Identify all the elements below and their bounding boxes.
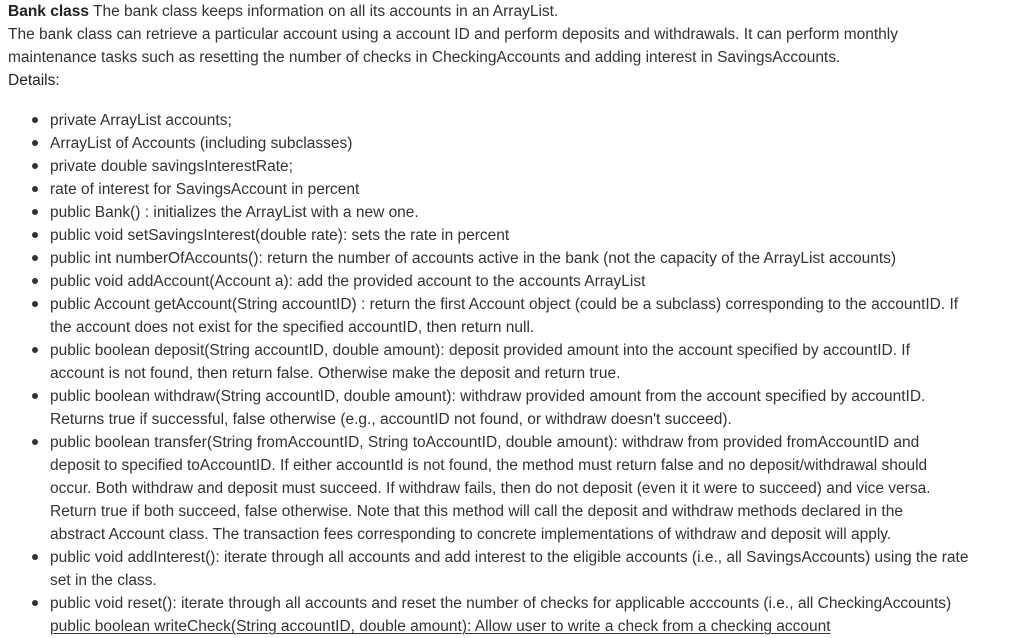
list-item (50, 132, 1020, 155)
list-item-text: set in the class. (50, 572, 157, 589)
document-body (8, 0, 1020, 638)
list-item-text: public boolean deposit(String accountID, double amount): deposit provided amount into the account specified by accountID. If (50, 342, 910, 359)
list-item-text: private double savingsInterestRate; (50, 158, 293, 175)
list-item-text: public void reset(): iterate through all accounts and reset the number of checks for applicable acccounts (i.e., all CheckingAccounts) (50, 595, 952, 612)
class-summary: The bank class keeps information on all its accounts in an ArrayList. (89, 3, 559, 20)
details-list (8, 109, 1020, 615)
class-title: Bank class (8, 3, 89, 20)
list-item-text: abstract Account class. The transaction fees corresponding to concrete implementations of withdraw and deposit will apply. (50, 526, 892, 543)
list-item-text: occur. Both withdraw and deposit must succeed. If withdraw fails, then do not deposit (even it it were to succeed) and vice versa. (50, 480, 931, 497)
list-item (50, 247, 1020, 270)
list-item-text: rate of interest for SavingsAccount in percent (50, 181, 360, 198)
list-item-text: deposit to specified toAccountID. If either accountId is not found, the method must return false and no deposit/withdrawal should (50, 457, 928, 474)
list-item-text: Return true if both succeed, false otherwise. Note that this method will call the deposit and withdraw methods declared in the (50, 503, 903, 520)
list-item (50, 592, 1020, 615)
list-item (50, 178, 1020, 201)
list-item-text: public void addAccount(Account a): add the provided account to the accounts ArrayList (50, 273, 646, 290)
list-item-text: the account does not exist for the specified accountID, then return null. (50, 319, 535, 336)
list-item-text: public void setSavingsInterest(double rate): sets the rate in percent (50, 227, 510, 244)
list-item (50, 546, 1020, 592)
list-item-text: public boolean withdraw(String accountID, double amount): withdraw provided amount from the account specified by accountID. (50, 388, 926, 405)
list-item-text: public boolean transfer(String fromAccountID, String toAccountID, double amount): withdraw from provided fromAccountID and (50, 434, 920, 451)
list-item (50, 155, 1020, 178)
list-item-text: private ArrayList accounts; (50, 112, 232, 129)
list-item (50, 270, 1020, 293)
cutoff-line: public boolean writeCheck(String accountID, double amount): Allow user to write a check from a checking account (50, 618, 831, 635)
list-item-text: public int numberOfAccounts(): return the number of accounts active in the bank (not the capacity of the ArrayList accounts) (50, 250, 897, 267)
list-item (50, 109, 1020, 132)
list-item-text: public void addInterest(): iterate through all accounts and add interest to the eligible accounts (i.e., all SavingsAccounts) using the rate (50, 549, 969, 566)
details-heading: Details: (8, 72, 60, 89)
list-item-text: account is not found, then return false. Otherwise make the deposit and return true. (50, 365, 621, 382)
list-item (50, 431, 1020, 546)
list-item (50, 224, 1020, 247)
list-item (50, 201, 1020, 224)
list-item-text: ArrayList of Accounts (including subclasses) (50, 135, 353, 152)
list-item (50, 339, 1020, 385)
header-line (8, 0, 1020, 23)
list-item-text: Returns true if successful, false otherwise (e.g., accountID not found, or withdraw doesn't succeed). (50, 411, 732, 428)
list-item (50, 385, 1020, 431)
list-item (50, 293, 1020, 339)
description-line-1: The bank class can retrieve a particular account using a account ID and perform deposits and withdrawals. It can perform monthly (8, 26, 898, 43)
list-item-text: public Bank() : initializes the ArrayList with a new one. (50, 204, 419, 221)
list-item-text: public Account getAccount(String accountID) : return the first Account object (could be a subclass) corresponding to the accountID. If (50, 296, 959, 313)
description-line-2: maintenance tasks such as resetting the number of checks in CheckingAccounts and adding interest in SavingsAccounts. (8, 49, 841, 66)
